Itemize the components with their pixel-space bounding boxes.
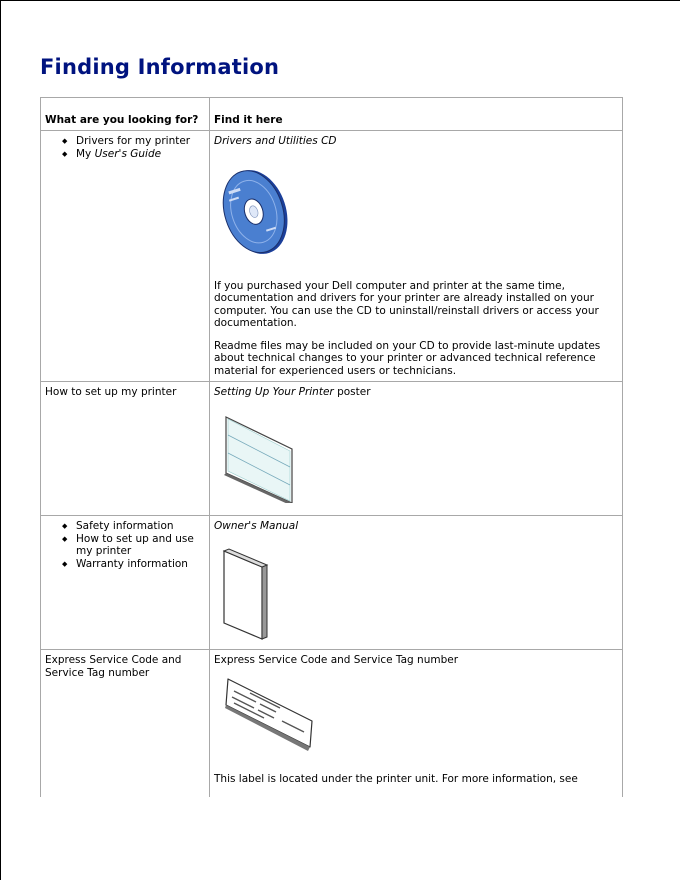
table-row (41, 650, 622, 797)
header-looking-for: What are you looking for? (41, 98, 209, 130)
page-title: Finding Information (40, 55, 280, 79)
header-find-it-here: Find it here (210, 98, 622, 130)
topic-list (45, 135, 205, 160)
list-item: ◆ Safety information (76, 520, 205, 533)
resource-title: Express Service Code and Service Tag number (214, 654, 459, 666)
table-row (41, 516, 622, 649)
paragraph: Readme files may be included on your CD to provide last-minute updates about technical changes to your printer or advanced technical reference material for experienced users or technicians. (214, 339, 601, 377)
page-frame-left (0, 0, 1, 880)
resource-title: Setting Up Your Printer poster (214, 386, 371, 398)
table-row (41, 131, 622, 381)
paragraph: If you purchased your Dell computer and printer at the same time, documentation and drivers for your printer are already installed on your computer. You can use the CD to uninstall/reinstall drivers or access your documentation. (214, 279, 599, 329)
row-topic (41, 516, 209, 649)
row-topic (41, 131, 209, 381)
resource-title: Drivers and Utilities CD (214, 135, 337, 147)
list-item: ◆ How to set up and use my printer (76, 533, 205, 558)
topic-list (45, 520, 205, 570)
row-resource (210, 516, 622, 649)
table-header-row (41, 98, 622, 130)
row-resource (210, 131, 622, 381)
resource-title: Owner's Manual (214, 520, 299, 532)
row-topic: Express Service Code and Service Tag number (41, 650, 209, 797)
list-item: ◆ Warranty information (76, 558, 205, 571)
row-topic: How to set up my printer (41, 382, 209, 515)
service-tag-label-icon (220, 673, 320, 753)
manual-icon (220, 547, 280, 642)
list-item: ◆ My User's Guide (76, 148, 205, 161)
table-row (41, 382, 622, 515)
row-resource (210, 650, 622, 797)
page-frame-top (0, 0, 680, 1)
info-table (40, 97, 623, 797)
poster-icon (220, 413, 300, 503)
info-table-container (40, 97, 623, 797)
paragraph: This label is located under the printer unit. For more information, see (214, 772, 578, 785)
row-resource (210, 382, 622, 515)
list-item: ◆ Drivers for my printer (76, 135, 205, 148)
cd-icon (220, 162, 290, 262)
